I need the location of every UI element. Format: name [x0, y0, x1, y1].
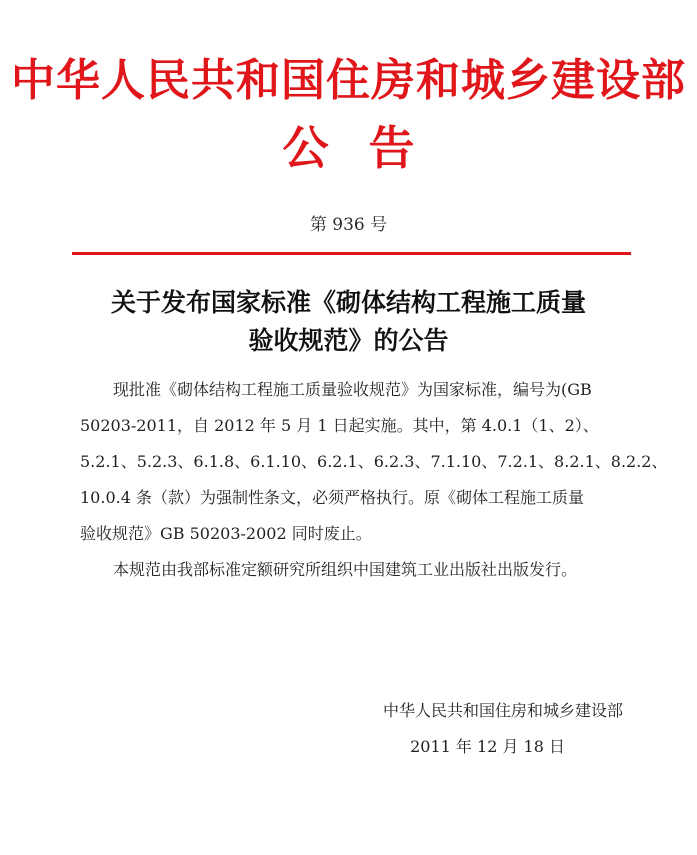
- signature-issuer: 中华人民共和国住房和城乡建设部: [382, 701, 623, 720]
- paragraph-1-line: 现批准《砌体结构工程施工质量验收规范》为国家标准，编号为(GB: [113, 380, 592, 399]
- notice-title-line-2: 验收规范》的公告: [248, 326, 449, 355]
- document-number: 第 936 号: [309, 215, 388, 235]
- paragraph-1-line: 验收规范》GB 50203-2002 同时废止。: [80, 524, 372, 543]
- notice-body: [80, 372, 668, 588]
- paragraph-2: 本规范由我部标准定额研究所组织中国建筑工业出版社出版发行。: [113, 560, 578, 579]
- paragraph-1-line: 50203-2011，自 2012 年 5 月 1 日起实施。其中，第 4.0.1（1、2）、: [80, 416, 599, 435]
- notice-title-line-1: 关于发布国家标准《砌体结构工程施工质量: [110, 288, 586, 317]
- notice-title: [0, 284, 697, 360]
- paragraph-1-line: 10.0.4 条（款）为强制性条文，必须严格执行。原《砌体工程施工质量: [80, 488, 584, 507]
- signature-block: [383, 693, 623, 765]
- signature-date: 2011 年 12 月 18 日: [410, 737, 565, 756]
- document-type-heading: 公告: [282, 121, 455, 175]
- red-divider-line: [72, 252, 631, 255]
- issuing-authority-title: 中华人民共和国住房和城乡建设部: [11, 55, 686, 106]
- paragraph-1-line: 5.2.1、5.2.3、6.1.8、6.1.10、6.2.1、6.2.3、7.1.10、7.2.1、8.2.1、8.2.2、: [80, 452, 668, 471]
